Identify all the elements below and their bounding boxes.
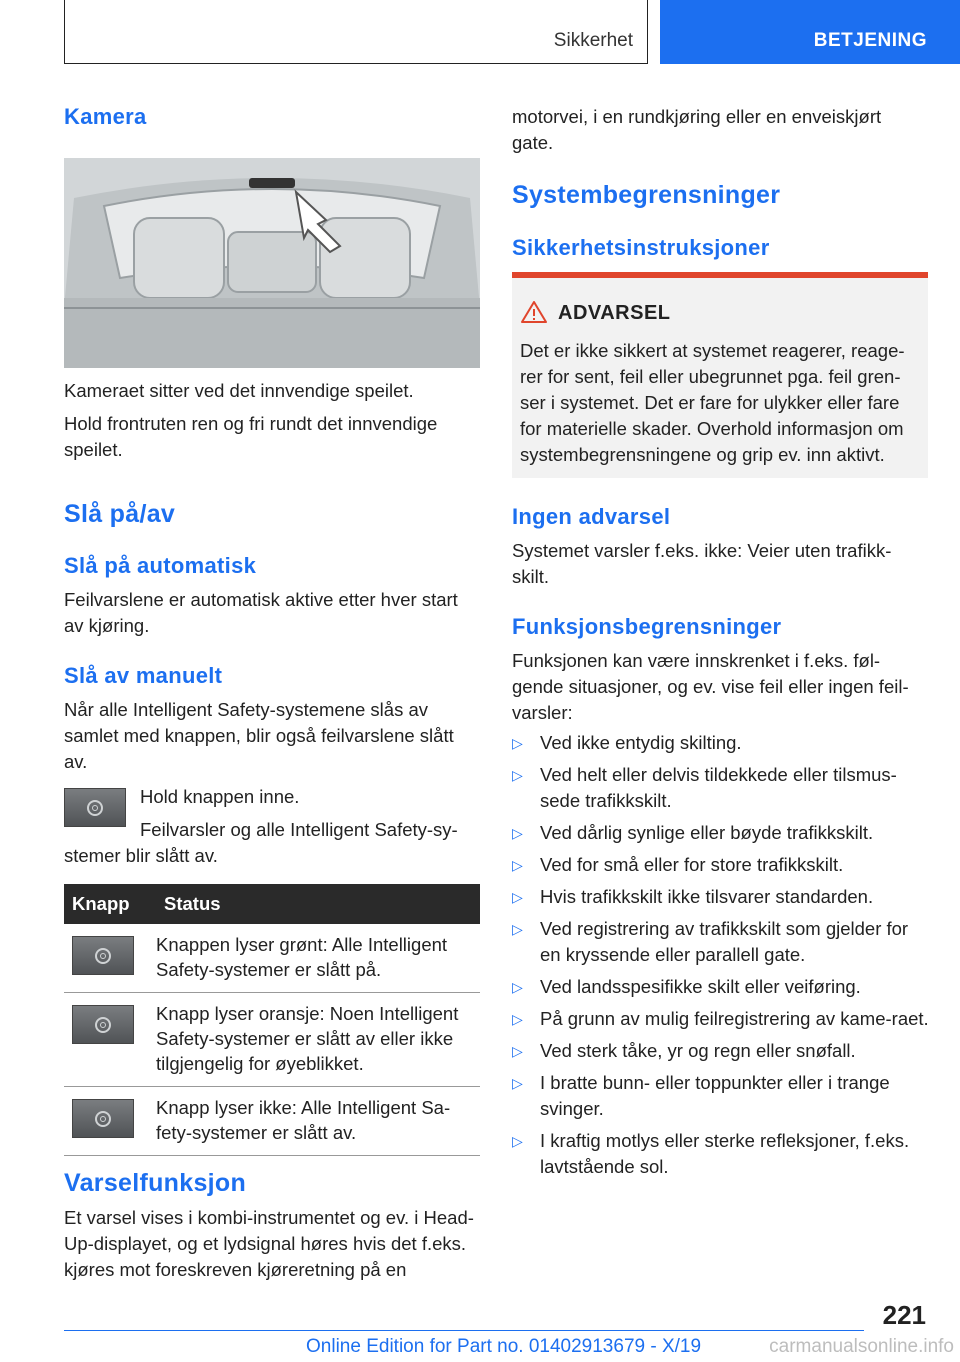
warning-triangle-icon	[520, 300, 548, 324]
bullet-triangle-icon: ▷	[512, 1043, 523, 1059]
funksjonsbegrensninger-paragraph: Funksjonen kan være innskrenket i f.eks. føl-gende situasjoner, og ev. vise feil eller ingen feil-varsler:	[512, 650, 909, 723]
funksjonsbegrensninger-heading: Funksjonsbegrensninger	[512, 614, 782, 639]
limitations-list	[512, 730, 932, 1186]
continued-paragraph: motorvei, i en rundkjøring eller en enveiskjørt gate.	[512, 106, 882, 153]
slaa-paa-automatisk-heading: Slå på automatisk	[64, 553, 257, 578]
list-item: ▷ Ved for små eller for store trafikkskilt.	[512, 852, 932, 878]
watermark: carmanualsonline.info	[769, 1336, 954, 1357]
warning-text: Det er ikke sikkert at systemet reagerer, reage-rer for sent, feil eller ubegrunnet pga. feil gren-ser i systemet. Det er fare for ulykker eller fare for materielle skader. Overhold informasjon om systembegrensningene og grip ev. inn aktivt.	[520, 340, 905, 465]
sikkerhetsinstruksjoner-heading: Sikkerhetsinstruksjoner	[512, 235, 770, 260]
systembegrensninger-heading: Systembegrensninger	[512, 181, 781, 209]
hold-knappen-text: Hold knappen inne.	[140, 786, 300, 807]
table-row	[64, 924, 480, 993]
bullet-triangle-icon: ▷	[512, 889, 523, 905]
list-item: ▷ Hvis trafikkskilt ikke tilsvarer standarden.	[512, 884, 932, 910]
button-green-image	[72, 936, 134, 975]
header-section-box	[64, 0, 648, 64]
list-item: ▷ På grunn av mulig feilregistrering av kame-raet.	[512, 1006, 932, 1032]
button-status-table	[64, 884, 480, 1156]
safety-button-icon	[87, 800, 103, 816]
car-interior-illustration	[64, 158, 480, 368]
list-item: ▷ Ved registrering av trafikkskilt som gjelder for en kryssende eller parallell gate.	[512, 918, 909, 965]
manuelt-paragraph: Når alle Intelligent Safety-systemene slås av samlet med knappen, blir også feilvarslene slått av.	[64, 699, 454, 772]
slaa-paa-av-heading: Slå på/av	[64, 500, 176, 528]
kamera-paragraph-1: Kameraet sitter ved det innvendige speilet.	[64, 380, 414, 401]
bullet-triangle-icon: ▷	[512, 1011, 523, 1027]
table-cell-status: Knapp lyser ikke: Alle Intelligent Sa-fety-systemer er slått av.	[156, 1087, 480, 1156]
bullet-triangle-icon: ▷	[512, 767, 523, 783]
footer-divider	[64, 1330, 864, 1331]
page-number: 221	[882, 1300, 926, 1330]
kamera-paragraph-2: Hold frontruten ren og fri rundt det innvendige speilet.	[64, 413, 438, 460]
table-header-status: Status	[156, 884, 480, 924]
warning-box	[512, 272, 928, 478]
list-item: ▷ Ved ikke entydig skilting.	[512, 730, 932, 756]
edition-footer: Online Edition for Part no. 01402913679 - X/19	[306, 1336, 702, 1357]
automatisk-paragraph: Feilvarslene er automatisk aktive etter hver start av kjøring.	[64, 589, 458, 636]
header-section-label: Sikkerhet	[553, 30, 633, 51]
bullet-triangle-icon: ▷	[512, 735, 523, 751]
camera-location-photo	[64, 158, 480, 368]
table-cell-status: Knapp lyser oransje: Noen Intelligent Safety-systemer er slått av eller ikke tilgjengelig for øyeblikket.	[156, 993, 480, 1087]
bullet-triangle-icon: ▷	[512, 979, 523, 995]
header-chapter-tab	[660, 0, 960, 64]
table-row	[64, 1087, 480, 1156]
header-chapter-label: BETJENING	[813, 30, 927, 51]
bullet-triangle-icon: ▷	[512, 857, 523, 873]
kamera-heading: Kamera	[64, 104, 147, 129]
varselfunksjon-heading: Varselfunksjon	[64, 1169, 247, 1197]
ingen-advarsel-paragraph: Systemet varsler f.eks. ikke: Veier uten trafikk-skilt.	[512, 540, 892, 587]
list-item: ▷ Ved dårlig synlige eller bøyde trafikkskilt.	[512, 820, 932, 846]
list-item: ▷ Ved landsspesifikke skilt eller veiføring.	[512, 974, 932, 1000]
varselfunksjon-paragraph: Et varsel vises i kombi-instrumentet og ev. i Head-Up-displayet, og et lydsignal høres hvis det f.eks. kjøres mot foreskreven kjøreretning på en	[64, 1207, 474, 1280]
ingen-advarsel-heading: Ingen advarsel	[512, 504, 671, 529]
button-off-image	[72, 1099, 134, 1138]
bullet-triangle-icon: ▷	[512, 921, 523, 937]
safety-button-icon	[95, 948, 111, 964]
feilvarsler-text-line1: Feilvarsler og alle Intelligent Safety-sy-	[140, 819, 458, 840]
list-item: ▷ I bratte bunn- eller toppunkter eller i trange svinger.	[512, 1072, 890, 1119]
intelligent-safety-button-image	[64, 788, 126, 827]
table-cell-status: Knappen lyser grønt: Alle Intelligent Safety-systemer er slått på.	[156, 924, 480, 993]
safety-button-icon	[95, 1111, 111, 1127]
bullet-triangle-icon: ▷	[512, 825, 523, 841]
list-item: ▷ I kraftig motlys eller sterke refleksjoner, f.eks. lavtstående sol.	[512, 1130, 910, 1177]
bullet-triangle-icon: ▷	[512, 1075, 523, 1091]
warning-label: ADVARSEL	[558, 302, 671, 324]
table-row	[64, 993, 480, 1087]
bullet-triangle-icon: ▷	[512, 1133, 523, 1149]
button-orange-image	[72, 1005, 134, 1044]
list-item: ▷ Ved sterk tåke, yr og regn eller snøfall.	[512, 1038, 932, 1064]
slaa-av-manuelt-heading: Slå av manuelt	[64, 663, 223, 688]
safety-button-icon	[95, 1017, 111, 1033]
table-header-knapp: Knapp	[64, 884, 156, 924]
list-item: ▷ Ved helt eller delvis tildekkede eller tilsmus-sede trafikkskilt.	[512, 764, 897, 811]
feilvarsler-text-line2: stemer blir slått av.	[64, 845, 218, 866]
